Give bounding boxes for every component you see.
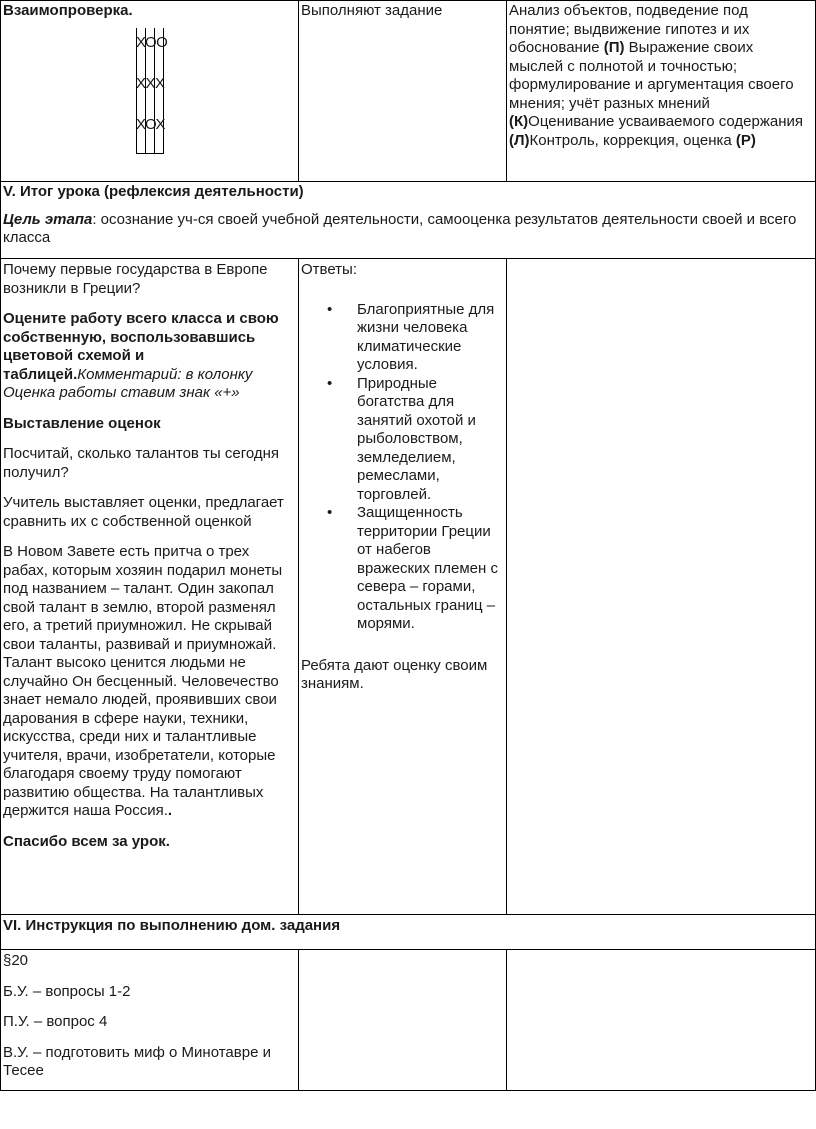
row1-col2 [301,2,504,21]
uud-text: Анализ объектов, подведение под понятие; выдвижение гипотез и их обоснование (П) Выражение своих мыслей с полнотой и точностью; формулирование и аргументация своего мнения; учёт разных мнений (К)Оценивание усваиваемого содержания (Л)Контроль, коррекция, оценка (Р) [509,2,803,149]
answers-list [301,301,507,634]
evaluate-instruction: Оцените работу всего класса и свою собственную, воспользовавшись цветовой схемой и таблицей.Комментарий: в колонку Оценка работы ставим знак «+» [3,310,279,401]
section-5-title: V. Итог урока (рефлексия деятельности) [3,183,304,200]
list-item: • Благоприятные для жизни человека климатические условия. [301,301,507,375]
answers-label: Ответы: [301,261,358,278]
row3-col1 [3,261,298,851]
thanks: Спасибо всем за урок. [3,832,170,850]
task-text: Выполняют задание [301,2,443,19]
homework-col1 [3,952,298,1081]
grades-title: Выставление оценок [3,414,161,432]
count-talents: Посчитай, сколько талантов ты сегодня получил? [3,445,280,481]
mutual-check-title: Взаимопроверка. [3,2,133,19]
grid-row-2: ХХХ [136,75,165,92]
question: Почему первые государства в Европе возникли в Греции? [3,261,268,297]
paragraph-number: §20 [3,952,29,969]
kids-grade: Ребята дают оценку своим знаниям. [301,656,488,692]
section-6-title: VI. Инструкция по выполнению дом. задания [3,917,341,934]
grid-row-1: ХОО [136,34,168,51]
row1-col1 [3,2,295,21]
parable: В Новом Завете есть притча о трех рабах, которым хозяин подарил монеты под названием – талант. Один закопал свой талант в землю, второй разменял его, а третий приумножил. Не скрывай свои таланты, развивай и приумножай. Талант высоко ценится людьми не случайно Он бесценный. Человечество знает немало людей, проявивших свои дарования в сфере науки, техники, искусства, среди них и талантливые учителя, врачи, изобретатели, которые благодаря своему труду помогают развитию общества. На талантливых держится наша Россия.. [3,543,283,819]
homework-item: Б.У. – вопросы 1-2 [3,982,131,1000]
section-5 [3,183,813,248]
stage-goal: Цель этапа: осознание уч-ся своей учебной деятельности, самооценка результатов деятельности своей и всего класса [3,210,797,246]
row1-col3 [509,2,809,150]
tic-tac-toe-grid [136,28,168,154]
section-6 [3,917,813,936]
row3-col2 [301,261,507,694]
list-item: • Природные богатства для занятий охотой и рыболовством, земледелием, ремеслами, торговлей. [301,375,507,505]
homework-item: П.У. – вопрос 4 [3,1013,108,1030]
grid-row-3: ХОХ [136,116,166,133]
homework-item: В.У. – подготовить миф о Минотавре и Тесее [3,1043,271,1079]
list-item: • Защищенность территории Греции от набегов вражеских племен с севера – горами, остальных границ – морями. [301,504,507,634]
teacher-grades: Учитель выставляет оценки, предлагает сравнить их с собственной оценкой [3,494,284,530]
